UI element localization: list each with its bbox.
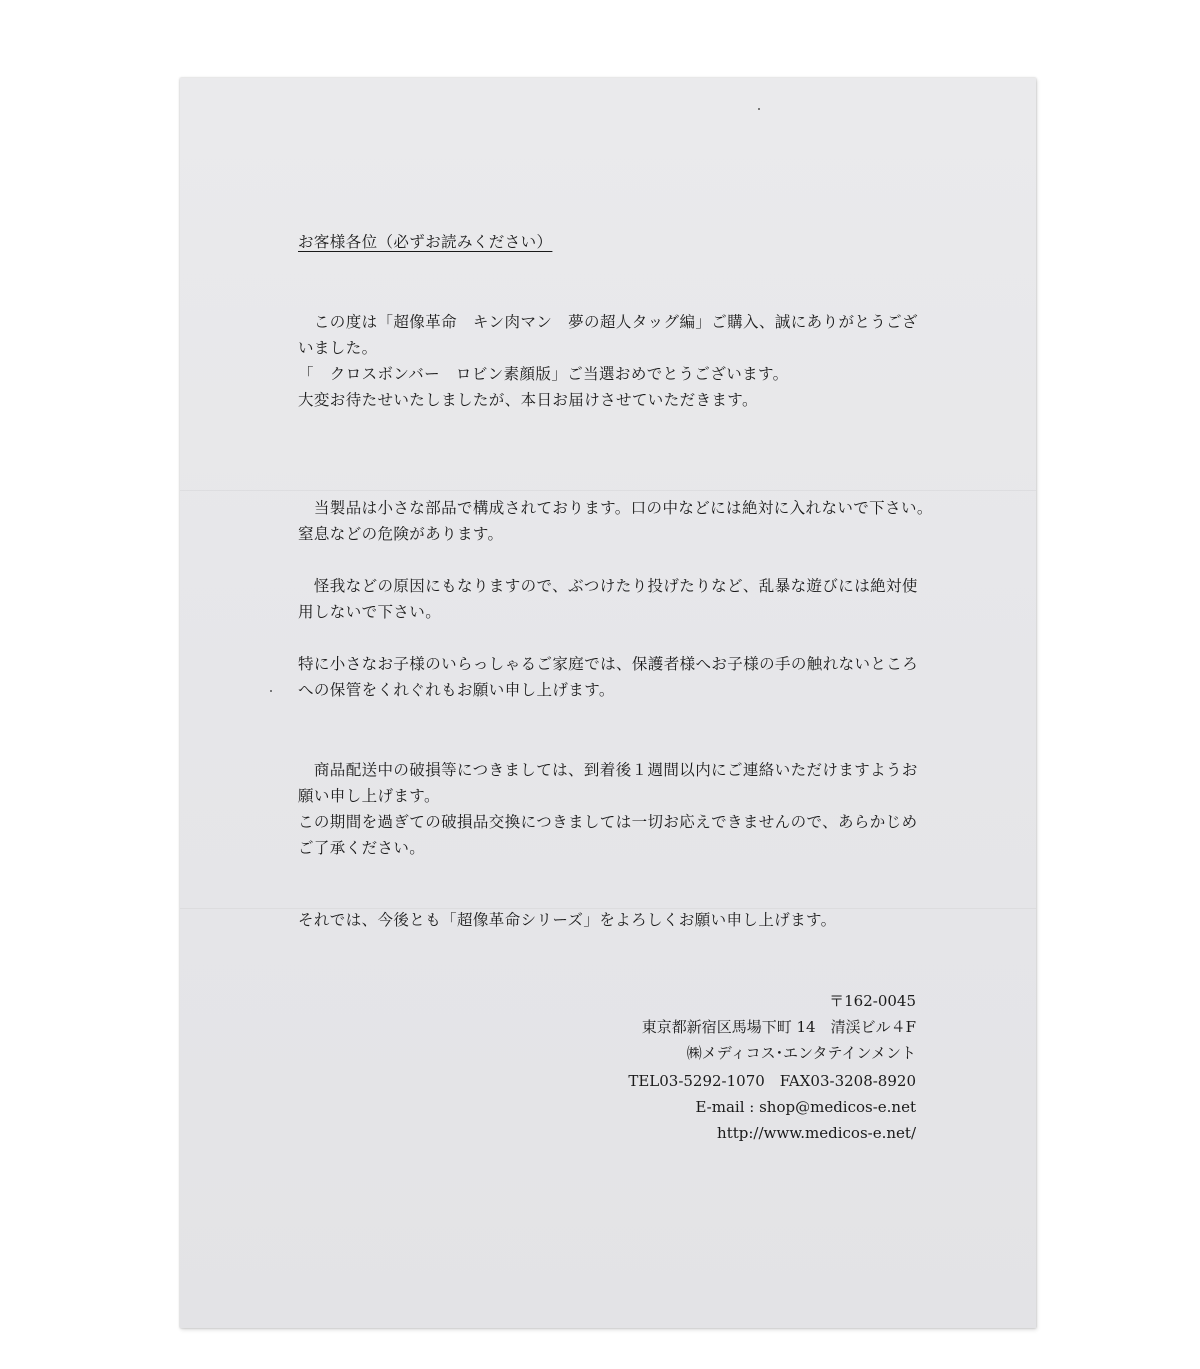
safety-line: 窒息などの危険があります。 — [298, 525, 504, 543]
paper-crease — [180, 490, 1036, 491]
damage-line: この期間を過ぎての破損品交換につきましては一切お応えできませんので、あらかじめ — [298, 813, 918, 831]
safety-line: への保管をくれぐれもお願い申し上げます。 — [298, 681, 615, 699]
safety-line: 当製品は小さな部品で構成されております。口の中などには絶対に入れないで下さい。 — [298, 499, 933, 517]
safety-line: 用しないで下さい。 — [298, 603, 442, 621]
notice-paper — [180, 78, 1036, 1328]
greeting-line: 「 クロスボンバー ロビン素顔版」ご当選おめでとうございます。 — [298, 365, 789, 383]
closing-line: それでは、今後とも「超像革命シリーズ」をよろしくお願い申し上げます。 — [298, 911, 837, 929]
postal-code: 〒162-0045 — [829, 992, 916, 1010]
company-address: 東京都新宿区馬場下町 14 清渓ビル４F — [641, 1018, 916, 1036]
company-phone-fax: TEL03-5292-1070 FAX03-3208-8920 — [628, 1072, 916, 1090]
damage-line: 商品配送中の破損等につきましては、到着後１週間以内にご連絡いただけますようお — [298, 761, 918, 779]
safety-line: 特に小さなお子様のいらっしゃるご家庭では、保護者様へお子様の手の触れないところ — [298, 655, 919, 673]
notice-heading: お客様各位（必ずお読みください） — [298, 233, 553, 251]
damage-line: ご了承ください。 — [298, 839, 426, 857]
safety-line: 怪我などの原因にもなりますので、ぶつけたり投げたりなど、乱暴な遊びには絶対使 — [298, 577, 918, 595]
company-url: http://www.medicos-e.net/ — [717, 1124, 916, 1142]
paper-speck — [758, 108, 760, 110]
company-name: ㈱メディコス･エンタテインメント — [686, 1044, 916, 1062]
greeting-line: いました。 — [298, 339, 378, 357]
company-email: E-mail : shop@medicos-e.net — [695, 1098, 916, 1116]
greeting-line: 大変お待たせいたしましたが、本日お届けさせていただきます。 — [298, 391, 758, 409]
greeting-line: この度は「超像革命 キン肉マン 夢の超人タッグ編」ご購入、誠にありがとうござ — [298, 313, 918, 331]
paper-speck — [270, 690, 272, 692]
damage-line: 願い申し上げます。 — [298, 787, 440, 805]
